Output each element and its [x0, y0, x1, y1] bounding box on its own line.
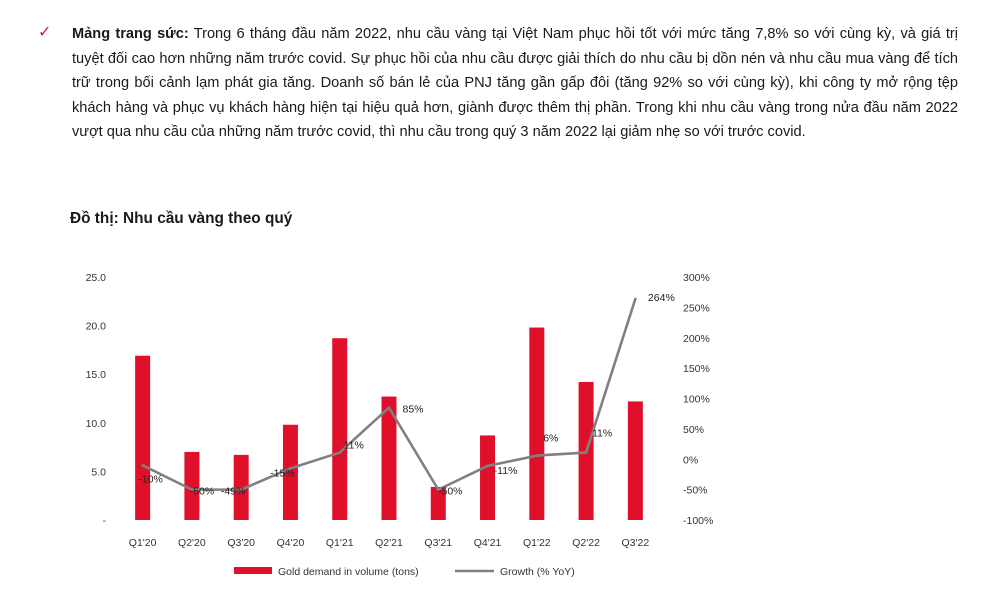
- y-left-tick-label: 15.0: [85, 369, 106, 382]
- x-tick-label: Q1'22: [522, 537, 551, 549]
- growth-data-label: 11%: [591, 427, 613, 440]
- growth-data-label: -50%: [189, 485, 215, 498]
- growth-data-label: -15%: [270, 467, 295, 480]
- growth-point: [388, 406, 391, 409]
- growth-data-label: 6%: [543, 432, 559, 445]
- bar: [628, 401, 643, 520]
- growth-point: [338, 451, 341, 454]
- growth-data-label: 85%: [402, 403, 424, 416]
- x-tick-label: Q1'21: [325, 537, 354, 549]
- y-right-tick-label: 50%: [683, 423, 705, 436]
- y-right-tick-label: -100%: [683, 515, 714, 527]
- x-tick-label: Q2'21: [375, 537, 403, 549]
- growth-data-label: -10%: [138, 473, 163, 486]
- x-tick-label: Q3'21: [424, 537, 453, 549]
- growth-data-label: -11%: [493, 464, 518, 477]
- y-left-tick-label: 20.0: [85, 320, 106, 333]
- growth-point: [141, 464, 144, 467]
- y-right-tick-label: 0%: [683, 454, 699, 467]
- y-right-tick-label: -50%: [683, 484, 708, 497]
- paragraph-lead: Mảng trang sức:: [72, 26, 189, 42]
- growth-data-label: 11%: [343, 439, 364, 452]
- bar: [332, 338, 347, 520]
- growth-point: [634, 298, 637, 301]
- chart-title: Đồ thị: Nhu cầu vàng theo quý: [70, 210, 293, 227]
- y-right-tick-label: 150%: [683, 363, 710, 376]
- y-right-tick-label: 300%: [683, 272, 710, 284]
- growth-point: [536, 454, 539, 457]
- y-left-tick-label: 25.0: [85, 272, 106, 284]
- y-left-tick-label: -: [102, 515, 106, 527]
- x-tick-label: Q2'20: [178, 537, 206, 549]
- growth-data-label: -49%: [220, 485, 246, 498]
- x-tick-label: Q3'22: [621, 537, 650, 549]
- growth-data-label: 264%: [647, 291, 675, 304]
- y-right-tick-label: 200%: [683, 332, 710, 345]
- x-tick-label: Q3'20: [227, 537, 256, 549]
- y-left-tick-label: 5.0: [91, 466, 106, 479]
- legend-label-bars: Gold demand in volume (tons): [278, 566, 419, 578]
- y-right-tick-label: 250%: [683, 302, 710, 315]
- legend-label-line: Growth (% YoY): [500, 566, 575, 578]
- x-tick-label: Q1'20: [128, 537, 157, 549]
- bar: [480, 435, 495, 520]
- x-tick-label: Q4'20: [276, 537, 305, 549]
- growth-point: [486, 465, 489, 468]
- paragraph-body: Trong 6 tháng đầu năm 2022, nhu cầu vàng tại Việt Nam phục hồi tốt với mức tăng 7,8% so với cùng kỳ, và giá trị tuyệt đối cao hơn những năm trước covid. Sự phục hồi của nhu cầu được giải thích do nhu cầu bị dồn nén và nhu cầu mua vàng để tích trữ trong bối cảnh lạm phát gia tăng. Doanh số bán lẻ của PNJ tăng gần gấp đôi (tăng 92% so với cùng kỳ), khi công ty mở rộng tệp khách hàng và phục vụ khách hàng hiện tại hiệu quả hơn, giành được thêm thị phần. Trong khi nhu cầu vàng trong nửa đầu năm 2022 vượt qua nhu cầu của những năm trước covid, thì nhu cầu trong quý 3 năm 2022 lại giảm nhẹ so với trước covid.: [72, 26, 958, 141]
- check-icon: ✓: [38, 22, 52, 41]
- legend-swatch-bars: [234, 567, 272, 574]
- y-right-tick-label: 100%: [683, 393, 710, 406]
- y-left-tick-label: 10.0: [85, 417, 106, 430]
- bar: [529, 328, 544, 520]
- x-tick-label: Q2'22: [572, 537, 600, 549]
- growth-point: [585, 451, 588, 454]
- bar: [135, 356, 150, 520]
- growth-data-label: -50%: [438, 485, 463, 498]
- x-tick-label: Q4'21: [473, 537, 502, 549]
